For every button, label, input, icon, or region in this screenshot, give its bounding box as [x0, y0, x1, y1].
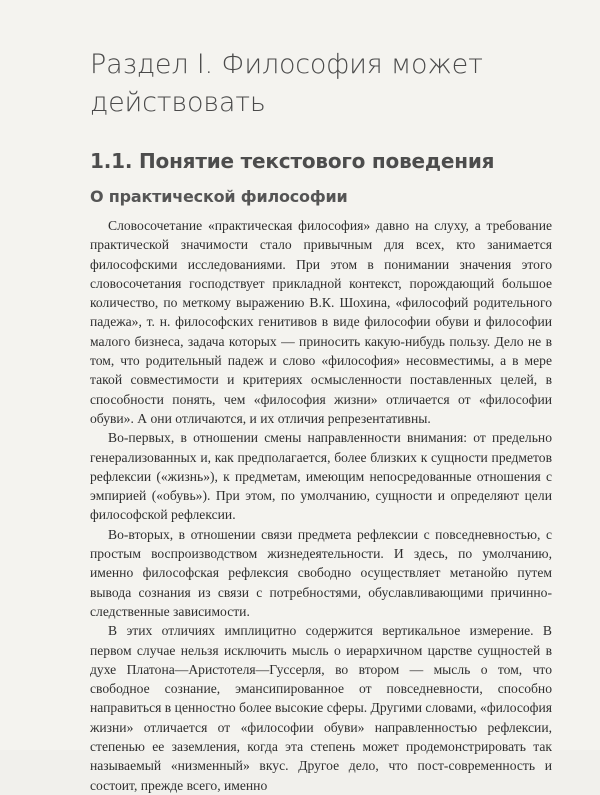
subsection-title: 1.1. Понятие текстового поведения [90, 149, 495, 173]
paragraph: Во-первых, в отношении смены направленности внимания: от предельно генерализованных и, как предполагается, более близких к сущности предметов рефлексии («жизнь»), к предметам, имеющим непосредованные отношения с эмпирией («обувь»). При этом, по умолчанию, сущности и определяют цели философской рефлексии. [90, 430, 552, 523]
paragraph: Во-вторых, в отношении связи предмета рефлексии с повседневностью, с простым воспроизводством жизнедеятельности. И здесь, по умолчанию, именно философская рефлексия свободно осуществляет метанойю путем вывода сознания из связи с потребностями, обуславливающими причинно-следственные зависимости. [90, 526, 552, 619]
subsubsection-title: О практической философии [90, 187, 348, 206]
section-title: Раздел I. Философия может действовать [90, 49, 483, 118]
body-text [90, 216, 552, 795]
paragraph: В этих отличиях имплицитно содержится вертикальное измерение. В первом случае нельзя исключить мысль о иерархичном царстве сущностей в духе Платона—Аристотеля—Гуссерля, во втором — мысль о том, что свободное сознание, эмансипированное от повседневности, способно направиться в ценностно более высокие сферы. Другими словами, «философия жизни» отличается от «философии обуви» направленностью рефлексии, степенью ее заземления, когда эта степень может продемонстрировать так называемый «низменный» вкус. Другое дело, что пост-современность и состоит, прежде всего, именно [90, 623, 552, 793]
paragraph: Словосочетание «практическая философия» давно на слуху, а требование практической значимости стало привычным для всех, кто занимается философскими исследованиями. При этом в понимании значения этого словосочетания господствует прикладной контекст, порождающий большое количество, по меткому выражению В.К. Шохина, «философий родительного падежа», т. н. философских генитивов в виде философии обуви и философии малого бизнеса, задача которых — приносить какую-нибудь пользу. Дело не в том, что родительный падеж и слово «философия» несовместимы, а в мере такой совместимости и критериях осмысленности поставленных целей, в способности понять, чем «философия жизни» отличается от «философии обуви». А они отличаются, и их отличия репрезентативны. [90, 218, 552, 426]
